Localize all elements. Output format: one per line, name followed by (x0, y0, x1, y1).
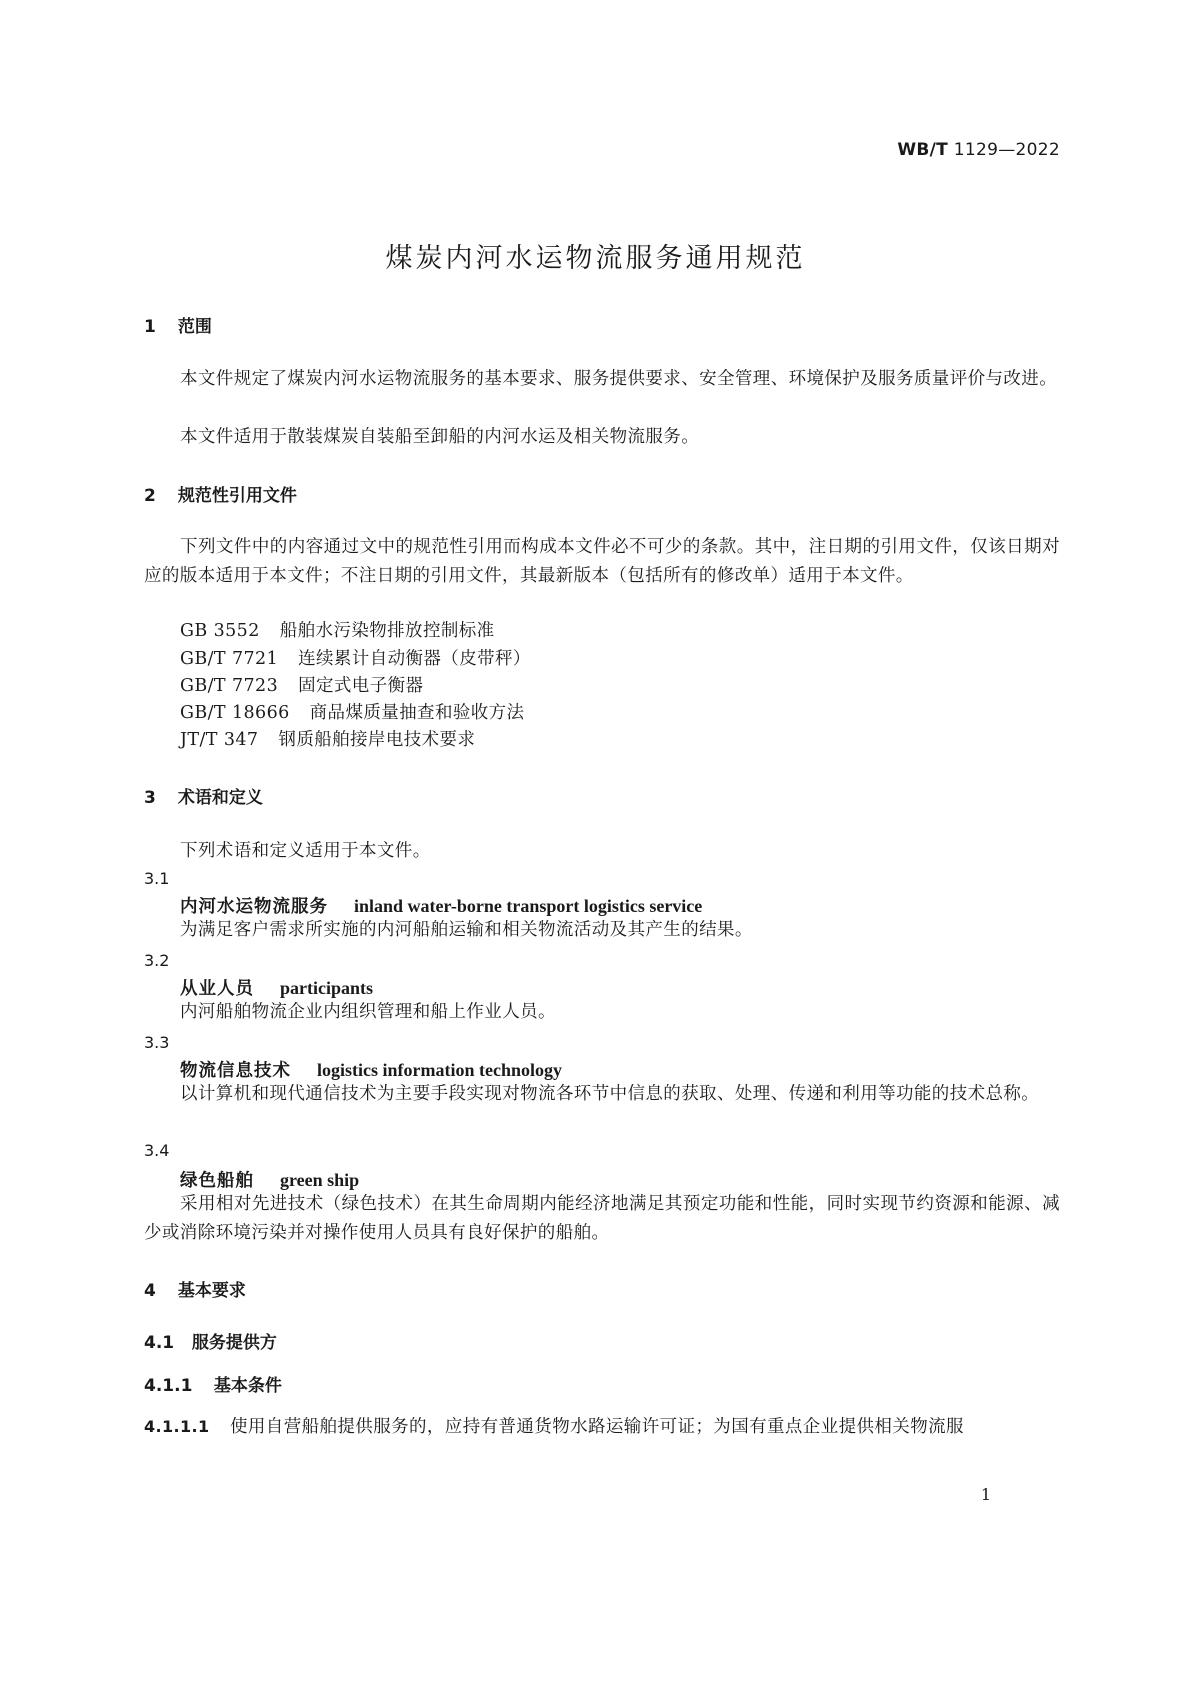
subsection-heading-4-1 (144, 1328, 277, 1353)
section-title: 术语和定义 (177, 788, 263, 808)
reference-code: JT/T 347 (180, 730, 259, 750)
term-heading (180, 975, 373, 1000)
standard-number: 1129—2022 (953, 140, 1060, 160)
term-definition: 采用相对先进技术（绿色技术）在其生命周期内能经济地满足其预定功能和性能，同时实现节约资源和能源、减少或消除环境污染并对操作使用人员具有良好保护的船舶。 (144, 1194, 1060, 1243)
reference-name: 商品煤质量抽查和验收方法 (309, 703, 525, 723)
term-definition: 内河船舶物流企业内组织管理和船上作业人员。 (180, 1002, 556, 1022)
term-number: 3.3 (144, 1033, 170, 1052)
reference-name: 连续累计自动衡器（皮带秤） (298, 649, 531, 669)
term-english: logistics information technology (317, 1060, 562, 1080)
reference-code: GB/T 7721 (180, 649, 279, 669)
term-chinese: 内河水运物流服务 (180, 897, 328, 917)
section-title: 基本要求 (177, 1281, 246, 1301)
reference-name: 钢质船舶接岸电技术要求 (278, 730, 476, 750)
standard-prefix: WB/T (897, 140, 949, 160)
section-number: 4.1.1 (144, 1376, 193, 1396)
reference-item (180, 699, 524, 724)
page-number: 1 (980, 1485, 991, 1504)
section-title: 基本条件 (213, 1376, 282, 1396)
section-number: 4.1 (144, 1333, 175, 1353)
subsection-heading-4-1-1 (144, 1371, 282, 1396)
section-title: 规范性引用文件 (177, 486, 297, 506)
clause-text: 使用自营船舶提供服务的，应持有普通货物水路运输许可证；为国有重点企业提供相关物流服 (230, 1417, 964, 1437)
term-number: 3.2 (144, 951, 170, 970)
term-english: green ship (280, 1170, 360, 1190)
term-definition: 为满足客户需求所实施的内河船舶运输和相关物流活动及其产生的结果。 (180, 920, 753, 940)
section-heading-3 (144, 783, 263, 808)
reference-name: 固定式电子衡器 (298, 676, 424, 696)
term-number: 3.4 (144, 1141, 170, 1160)
reference-name: 船舶水污染物排放控制标准 (279, 621, 495, 641)
reference-item (180, 672, 423, 697)
clause-4-1-1-1 (144, 1413, 1060, 1438)
term-heading (180, 893, 702, 918)
section-title: 范围 (177, 317, 212, 337)
paragraph: 下列文件中的内容通过文中的规范性引用而构成本文件必不可少的条款。其中，注日期的引用文件，仅该日期对应的版本适用于本文件；不注日期的引用文件，其最新版本（包括所有的修改单）适用于本文件。 (144, 537, 1060, 586)
term-number: 3.1 (144, 869, 170, 888)
section-heading-2 (144, 481, 297, 506)
reference-code: GB 3552 (180, 621, 260, 641)
paragraph: 本文件适用于散装煤炭自装船至卸船的内河水运及相关物流服务。 (180, 427, 700, 447)
reference-code: GB/T 18666 (180, 703, 290, 723)
term-english: inland water-borne transport logistics service (354, 896, 703, 916)
reference-item (180, 617, 495, 642)
document-title: 煤炭内河水运物流服务通用规范 (385, 243, 806, 274)
section-number: 3 (144, 788, 156, 808)
term-chinese: 从业人员 (180, 979, 254, 999)
section-number: 4 (144, 1281, 156, 1301)
section-number: 1 (144, 317, 156, 337)
paragraph: 下列术语和定义适用于本文件。 (180, 841, 431, 861)
reference-item (180, 726, 475, 751)
paragraph: 本文件规定了煤炭内河水运物流服务的基本要求、服务提供要求、安全管理、环境保护及服务质量评价与改进。 (180, 369, 1058, 389)
section-title: 服务提供方 (191, 1333, 277, 1353)
clause-number: 4.1.1.1 (144, 1417, 210, 1436)
section-heading-4 (144, 1276, 246, 1301)
standard-code (897, 140, 1060, 160)
term-definition: 以计算机和现代通信技术为主要手段实现对物流各环节中信息的获取、处理、传递和利用等功能的技术总称。 (180, 1084, 1040, 1104)
section-number: 2 (144, 486, 156, 506)
term-heading (180, 1167, 359, 1192)
reference-code: GB/T 7723 (180, 676, 279, 696)
term-english: participants (280, 978, 374, 998)
term-chinese: 物流信息技术 (180, 1061, 291, 1081)
reference-item (180, 645, 531, 670)
term-chinese: 绿色船舶 (180, 1171, 254, 1191)
term-heading (180, 1057, 562, 1082)
section-heading-1 (144, 312, 212, 337)
